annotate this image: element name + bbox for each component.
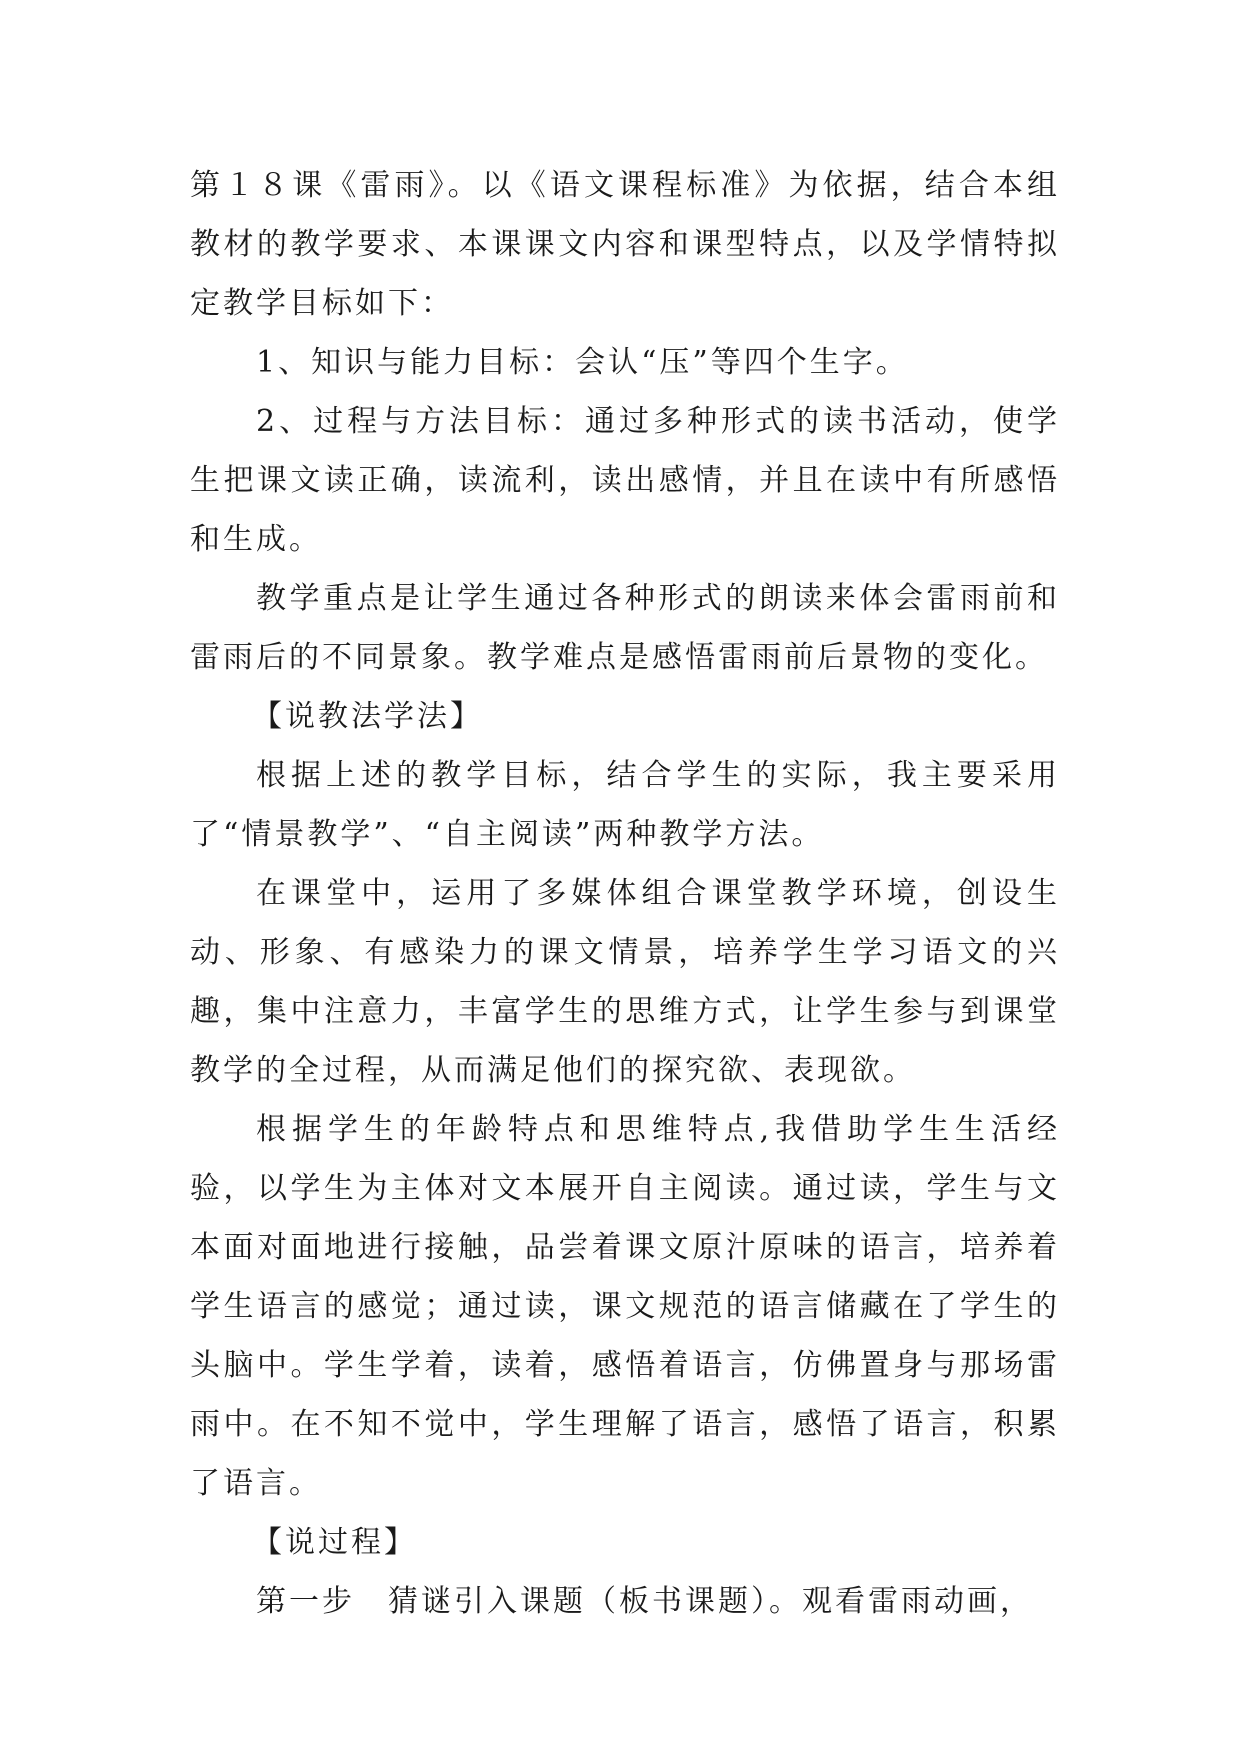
section-heading-methods: 【说教法学法】	[252, 699, 483, 734]
document-body	[190, 156, 1060, 1631]
section-heading-process: 【说过程】	[252, 1525, 417, 1560]
paragraph-methods-2: 在课堂中，运用了多媒体组合课堂教学环境，创设生动、形象、有感染力的课文情景，培养学生学习语文的兴趣，集中注意力，丰富学生的思维方式，让学生参与到课堂教学的全过程，从而满足他们的探究欲、表现欲。	[190, 876, 1060, 1088]
paragraph-methods-3: 根据学生的年龄特点和思维特点,我借助学生生活经验，以学生为主体对文本展开自主阅读。通过读，学生与文本面对面地进行接触，品尝着课文原汁原味的语言，培养着学生语言的感觉；通过读，课文规范的语言储藏在了学生的头脑中。学生学着，读着，感悟着语言，仿佛置身与那场雷雨中。在不知不觉中，学生理解了语言，感悟了语言，积累了语言。	[190, 1112, 1060, 1501]
paragraph-key-points: 教学重点是让学生通过各种形式的朗读来体会雷雨前和雷雨后的不同景象。教学难点是感悟雷雨前后景物的变化。	[190, 581, 1060, 675]
paragraph-goal-knowledge: 1、知识与能力目标：会认“压”等四个生字。	[256, 345, 909, 380]
paragraph-methods-1: 根据上述的教学目标，结合学生的实际，我主要采用了“情景教学”、“自主阅读”两种教学方法。	[190, 758, 1060, 852]
paragraph-process-1: 第一步 猜谜引入课题（板书课题）。观看雷雨动画，	[256, 1584, 1033, 1619]
paragraph-intro: 第１８课《雷雨》。以《语文课程标准》为依据，结合本组教材的教学要求、本课课文内容和课型特点，以及学情特拟定教学目标如下：	[190, 168, 1060, 321]
paragraph-goal-process: 2、过程与方法目标：通过多种形式的读书活动，使学生把课文读正确，读流利，读出感情，并且在读中有所感悟和生成。	[190, 404, 1060, 557]
